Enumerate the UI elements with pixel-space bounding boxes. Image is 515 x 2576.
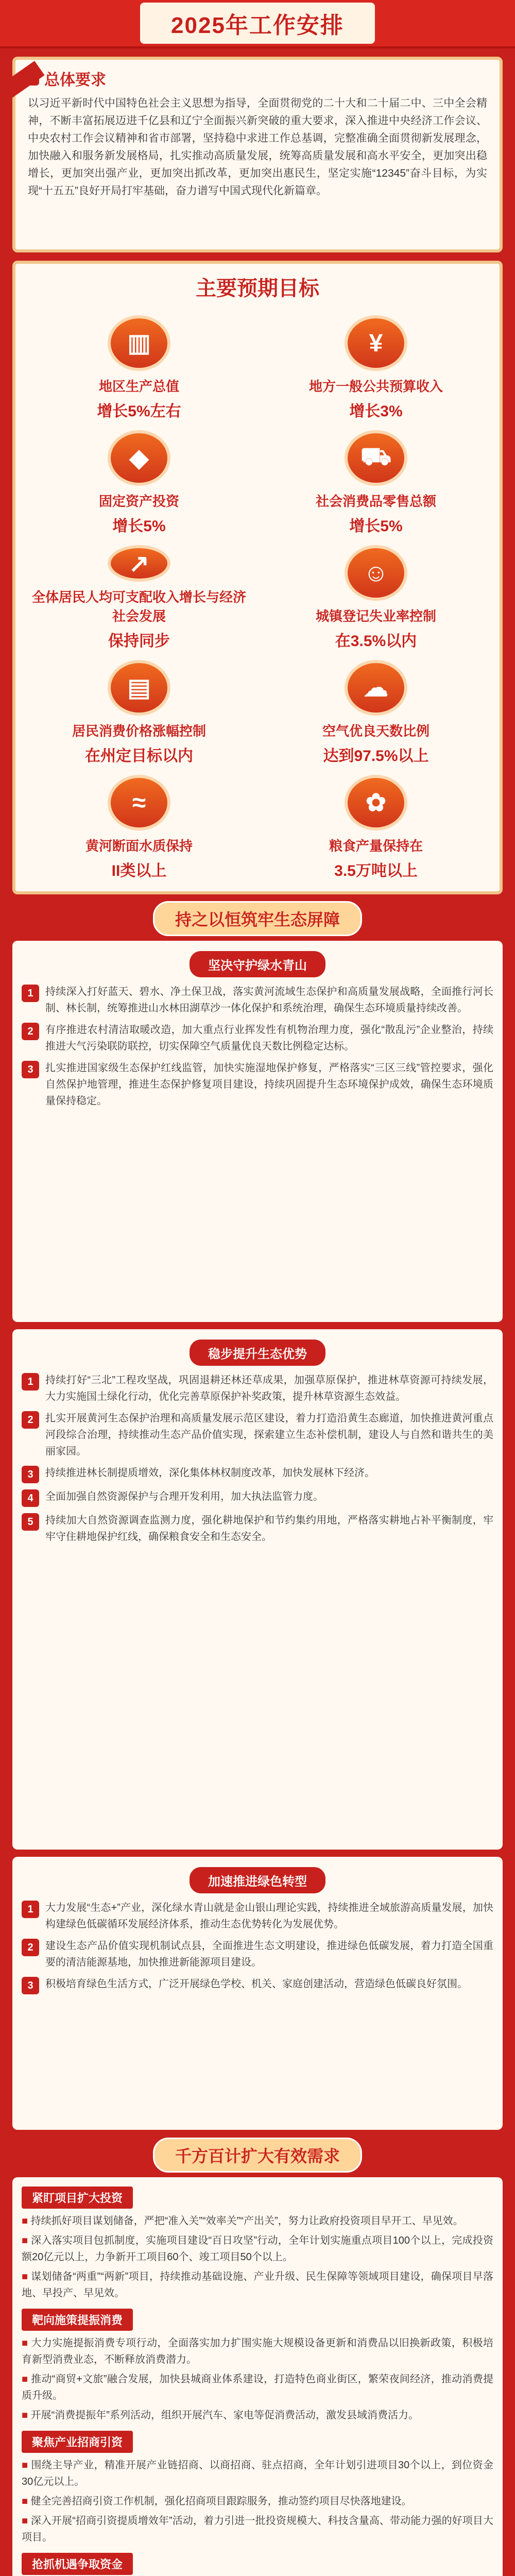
item-number-badge: 3: [22, 1061, 39, 1078]
item-text: 大力发展“生态+”产业，深化绿水青山就是金山银山理论实践，持续推进全域旅游高质量发展，加快构建绿色低碳循环发展经济体系，推动生态优势转化为发展优势。: [45, 1902, 493, 1930]
section-title: 持之以恒筑牢生态屏障: [153, 901, 362, 936]
item-text: 积极培育绿色生活方式，广泛开展绿色学校、机关、家庭创建活动，营造绿色低碳良好氛围。: [45, 1978, 468, 1990]
numbered-item: [22, 1900, 493, 1933]
goals-card: [12, 261, 503, 894]
requirements-card: [12, 57, 503, 252]
paragraph: ■ 持续抓好项目谋划储备，严把“准入关”“效率关”“产出关”，努力让政府投资项目早开工、早见效。: [22, 2213, 493, 2229]
item-list: [22, 1372, 493, 1545]
air-quality-icon: ☁: [345, 660, 407, 716]
item-number-badge: 2: [22, 1411, 39, 1429]
paragraph: ■ 深入开展“招商引资提质增效年”活动，着力引进一批投资规模大、科技含量高、带动能力强的好项目大项目。: [22, 2513, 493, 2546]
goal-item: [31, 545, 247, 651]
paragraph: ■ 健全完善招商引资工作机制，强化招商项目跟踪服务，推动签约项目尽快落地建设。: [22, 2493, 493, 2510]
para-list: [22, 2335, 493, 2424]
paragraph: ■ 开展“消费提振年”系列活动，组织开展汽车、家电等促消费活动，激发县域消费活力。: [22, 2407, 493, 2424]
price-index-icon: ▤: [108, 660, 170, 716]
goal-value: 增长3%: [349, 403, 403, 420]
section-title: 千方百计扩大有效需求: [153, 2138, 362, 2173]
panel-ecology-1: [12, 941, 503, 1322]
para-list: [22, 2457, 493, 2546]
item-text: 全面加强自然资源保护与合理开发利用，加大执法监管力度。: [45, 1491, 323, 1502]
paragraph: ■ 深入落实项目包抓制度，实施项目建设“百日攻坚”行动，全年计划实施重点项目100个以上，完成投资额20亿元以上，力争新开工项目60个、竣工项目50个以上。: [22, 2232, 493, 2265]
numbered-item: [22, 1938, 493, 1971]
block-title: 靶向施策提振消费: [22, 2309, 133, 2331]
bar-chart-icon: ▥: [108, 315, 170, 371]
item-text: 持续加大自然资源调查监测力度，强化耕地保护和节约集约用地，严格落实耕地占补平衡制度，牢牢守住耕地保护红线，确保粮食安全和生态安全。: [45, 1515, 493, 1543]
investment-icon: ◆: [108, 430, 170, 486]
goal-name: 全体居民人均可支配收入增长与经济社会发展: [31, 589, 246, 624]
paragraph: ■ 谋划储备“两重”“两新”项目，持续推动基础设施、产业升级、民生保障等领域项目建设，确保项目早落地、早投产、早见效。: [22, 2268, 493, 2301]
item-number-badge: 1: [22, 985, 39, 1002]
para-list: [22, 2213, 493, 2301]
item-number-badge: 1: [22, 1373, 39, 1391]
income-growth-icon: ↗: [108, 545, 170, 582]
item-number-badge: 4: [22, 1489, 39, 1507]
section-header: [0, 2139, 515, 2171]
panel-demand: [12, 2177, 503, 2576]
goal-item: [268, 430, 484, 536]
numbered-item: [22, 1488, 493, 1507]
panel-ecology-2: [12, 1329, 503, 1850]
paragraph: ■ 大力实施提振消费专项行动，全面落实加力扩围实施大规模设备更新和消费品以旧换新政策，积极培育新型消费业态，不断释放消费潜力。: [22, 2335, 493, 2368]
goal-item: [31, 315, 247, 421]
goal-item: [31, 775, 247, 880]
requirements-text: 以习近平新时代中国特色社会主义思想为指导，全面贯彻党的二十大和二十届二中、三中全会精神，不断丰富拓展迈进千亿县和辽宁全面振兴新突破的重大要求，深入推进中央经济工作会议、中央农村工作会议精神和省市部署，坚持稳中求进工作总基调，完整准确全面贯彻新发展理念，加快融入和服务新发展格局，扎实推动高质量发展，统筹高质量发展和高水平安全，更加突出稳增长，更加突出强产业，更加突出抓改革，更加突出惠民生，坚定实施“12345”奋斗目标，为实现“十五五”良好开局打牢基础，奋力谱写中国式现代化新篇章。: [28, 97, 487, 197]
goal-item: [31, 430, 247, 536]
paragraph: ■ 围绕主导产业，精准开展产业链招商、以商招商、驻点招商，全年计划引进项目30个以上，到位资金30亿元以上。: [22, 2457, 493, 2490]
item-number-badge: 3: [22, 1466, 39, 1483]
grain-icon: ✿: [345, 775, 407, 831]
numbered-item: [22, 984, 493, 1016]
goal-name: 城镇登记失业率控制: [315, 608, 436, 624]
goal-item: [268, 545, 484, 651]
item-text: 有序推进农村清洁取暖改造，加大重点行业挥发性有机物治理力度，强化“散乱污”企业整治，持续推进大气污染联防联控，切实保障空气质量优良天数比例稳定达标。: [45, 1024, 493, 1052]
item-number-badge: 2: [22, 1939, 39, 1956]
panel-ecology-3: [12, 1857, 503, 2130]
numbered-item: [22, 1512, 493, 1545]
goal-name: 地方一般公共预算收入: [308, 379, 443, 394]
goal-value: 在3.5%以内: [335, 633, 417, 650]
goal-item: [31, 660, 247, 766]
numbered-item: [22, 1410, 493, 1460]
employment-icon: ☺: [345, 545, 407, 601]
goals-title: 主要预期目标: [196, 277, 319, 300]
item-number-badge: 3: [22, 1977, 39, 1994]
goal-name: 固定资产投资: [98, 494, 179, 509]
item-text: 持续深入打好蓝天、碧水、净土保卫战，落实黄河流域生态保护和高质量发展战略，全面推行河长制、林长制，统筹推进山水林田湖草沙一体化保护和系统治理，确保生态环境质量持续改善。: [45, 986, 493, 1014]
item-text: 建设生态产品价值实现机制试点县，全面推进生态文明建设，推进绿色低碳发展，着力打造全国重要的清洁能源基地，加快推进新能源项目建设。: [45, 1940, 493, 1968]
subsection-title: 稳步提升生态优势: [190, 1340, 325, 1366]
budget-icon: ¥: [345, 315, 407, 371]
item-number-badge: 2: [22, 1023, 39, 1040]
subsection-title: 加速推进绿色转型: [190, 1867, 325, 1893]
subsection-title: 坚决守护绿水青山: [190, 951, 325, 977]
goal-name: 粮食产量保持在: [329, 838, 423, 854]
goal-value: 增长5%: [349, 518, 403, 535]
item-list: [22, 984, 493, 1109]
shopping-cart-icon: ⛟: [345, 430, 407, 486]
item-number-badge: 1: [22, 1901, 39, 1918]
goal-name: 居民消费价格涨幅控制: [72, 723, 206, 739]
banner: [0, 0, 515, 48]
block-title: 聚焦产业招商引资: [22, 2431, 133, 2453]
goal-value: 保持同步: [108, 633, 170, 650]
page-title: 2025年工作安排: [140, 3, 375, 44]
goal-name: 空气优良天数比例: [322, 723, 430, 739]
water-quality-icon: ≈: [108, 775, 170, 831]
item-list: [22, 1900, 493, 1994]
goal-item: [268, 775, 484, 880]
block-title: 抢抓机遇争取资金: [22, 2553, 133, 2575]
block-title: 紧盯项目扩大投资: [22, 2187, 133, 2209]
goal-value: 达到97.5%以上: [323, 748, 429, 765]
item-text: 扎实开展黄河生态保护治理和高质量发展示范区建设，着力打造沿黄生态廊道，加快推进黄河重点河段综合治理，持续推动生态产品价值实现，探索建立生态补偿机制，建设人与自然和谐共生的美丽家园。: [45, 1413, 493, 1457]
item-number-badge: 5: [22, 1513, 39, 1531]
goal-name: 社会消费品零售总额: [315, 494, 436, 509]
goal-item: [268, 660, 484, 766]
paragraph: ■ 推动“商贸+文旅”融合发展，加快县城商业体系建设，打造特色商业街区，繁荣夜间经济，推动消费提质升级。: [22, 2371, 493, 2404]
goal-value: 增长5%左右: [97, 403, 181, 420]
numbered-item: [22, 1465, 493, 1483]
section-header: [0, 903, 515, 935]
item-text: 持续打好“三北”工程攻坚战，巩固退耕还林还草成果，加强草原保护，推进林草资源可持续发展，大力实施国土绿化行动，优化完善草原保护补奖政策，提升林草资源生态效益。: [45, 1375, 493, 1402]
numbered-item: [22, 1372, 493, 1405]
goal-name: 地区生产总值: [98, 379, 179, 394]
goal-grid: [31, 315, 484, 880]
item-text: 持续推进林长制提质增效，深化集体林权制度改革，加快发展林下经济。: [45, 1467, 375, 1479]
goal-item: [268, 315, 484, 421]
item-text: 扎实推进国家级生态保护红线监管，加快实施湿地保护修复，严格落实“三区三线”管控要求，强化自然保护地管理，推进生态保护修复项目建设，持续巩固提升生态环境保护成效，确保生态环境质量保持稳定。: [45, 1062, 493, 1107]
requirements-header: [15, 60, 500, 92]
numbered-item: [22, 1976, 493, 1994]
goal-value: 在州定目标以内: [85, 748, 193, 765]
goal-value: II类以上: [111, 862, 167, 879]
goal-value: 3.5万吨以上: [334, 862, 418, 879]
requirements-title: 总体要求: [44, 72, 106, 89]
numbered-item: [22, 1060, 493, 1109]
goal-value: 增长5%: [112, 518, 166, 535]
goal-name: 黄河断面水质保持: [85, 838, 193, 854]
numbered-item: [22, 1022, 493, 1055]
